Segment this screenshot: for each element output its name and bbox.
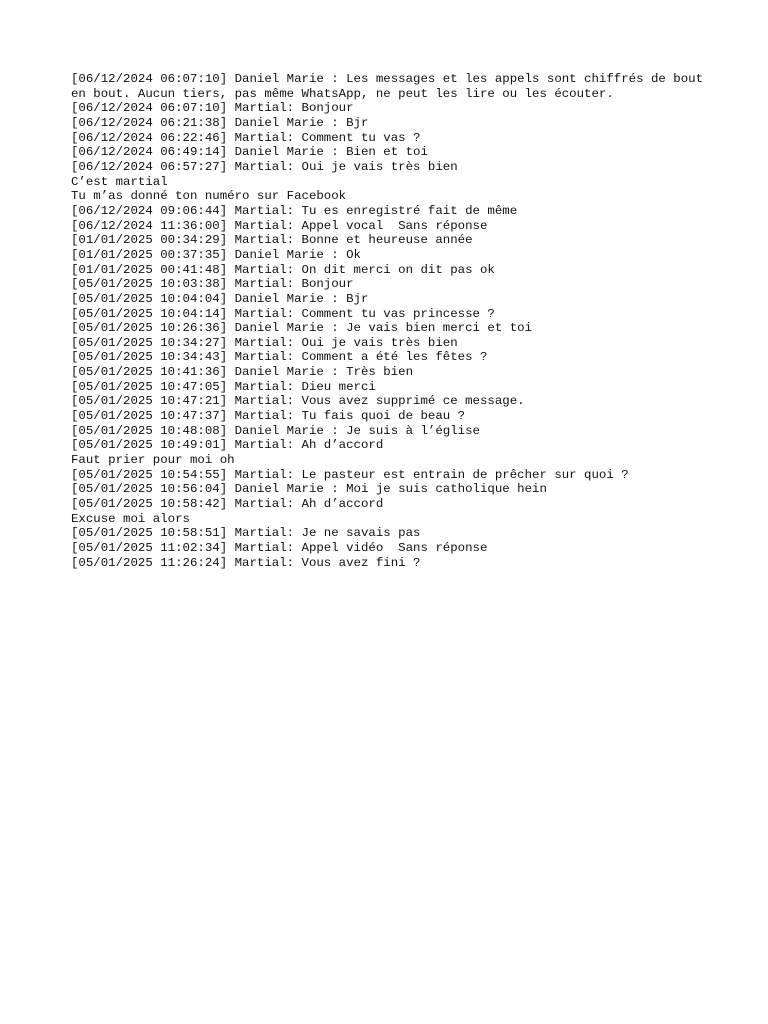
chat-line: [06/12/2024 06:07:10] Daniel Marie : Les messages et les appels sont chiffrés de bout en bout. Aucun tiers, pas même WhatsApp, ne peut les lire ou les écouter. [71, 72, 711, 101]
chat-line: Excuse moi alors [71, 511, 190, 526]
chat-line: [05/01/2025 10:56:04] Daniel Marie : Moi je suis catholique hein [71, 482, 547, 497]
chat-line: [06/12/2024 06:22:46] Martial: Comment tu vas ? [71, 130, 421, 145]
chat-line: [05/01/2025 10:34:27] Martial: Oui je vais très bien [71, 335, 458, 350]
chat-line: [05/01/2025 10:49:01] Martial: Ah d’accord [71, 438, 384, 453]
chat-line: [06/12/2024 06:07:10] Martial: Bonjour [71, 101, 354, 116]
chat-line: [05/01/2025 10:04:04] Daniel Marie : Bjr [71, 291, 369, 306]
chat-line: [05/01/2025 10:58:51] Martial: Je ne savais pas [71, 526, 421, 541]
chat-line: [05/01/2025 11:26:24] Martial: Vous avez fini ? [71, 555, 421, 570]
chat-line: Faut prier pour moi oh [71, 453, 235, 468]
chat-line: [05/01/2025 10:04:14] Martial: Comment tu vas princesse ? [71, 306, 495, 321]
chat-line: [06/12/2024 06:57:27] Martial: Oui je vais très bien [71, 159, 458, 174]
chat-line: [05/01/2025 11:02:34] Martial: Appel vidéo Sans réponse [71, 541, 488, 555]
chat-line: [05/01/2025 10:47:37] Martial: Tu fais quoi de beau ? [71, 409, 466, 424]
chat-transcript [71, 72, 711, 570]
chat-line: [01/01/2025 00:41:48] Martial: On dit merci on dit pas ok [71, 262, 495, 277]
chat-line: [06/12/2024 06:21:38] Daniel Marie : Bjr [71, 115, 369, 130]
chat-line: [05/01/2025 10:26:36] Daniel Marie : Je vais bien merci et toi [71, 321, 533, 336]
chat-line: [05/01/2025 10:48:08] Daniel Marie : Je suis à l’église [71, 423, 480, 438]
chat-line: [05/01/2025 10:34:43] Martial: Comment a été les fêtes ? [71, 350, 488, 365]
chat-line: [06/12/2024 06:49:14] Daniel Marie : Bien et toi [71, 145, 428, 160]
chat-line: [05/01/2025 10:41:36] Daniel Marie : Très bien [71, 365, 414, 380]
chat-line: [05/01/2025 10:03:38] Martial: Bonjour [71, 277, 354, 292]
chat-line: [05/01/2025 10:54:55] Martial: Le pasteur est entrain de prêcher sur quoi ? [71, 467, 629, 482]
chat-line: [06/12/2024 11:36:00] Martial: Appel vocal Sans réponse [71, 218, 488, 233]
chat-line: [01/01/2025 00:34:29] Martial: Bonne et heureuse année [71, 233, 473, 248]
chat-line: [06/12/2024 09:06:44] Martial: Tu es enregistré fait de même [71, 203, 518, 218]
chat-line: [05/01/2025 10:58:42] Martial: Ah d’accord [71, 497, 384, 512]
chat-line: Tu m’as donné ton numéro sur Facebook [71, 189, 347, 204]
chat-line: [01/01/2025 00:37:35] Daniel Marie : Ok [71, 247, 361, 262]
chat-line: C’est martial [71, 174, 168, 189]
chat-line: [05/01/2025 10:47:05] Martial: Dieu merci [71, 379, 376, 394]
chat-line: [05/01/2025 10:47:21] Martial: Vous avez supprimé ce message. [71, 394, 525, 409]
